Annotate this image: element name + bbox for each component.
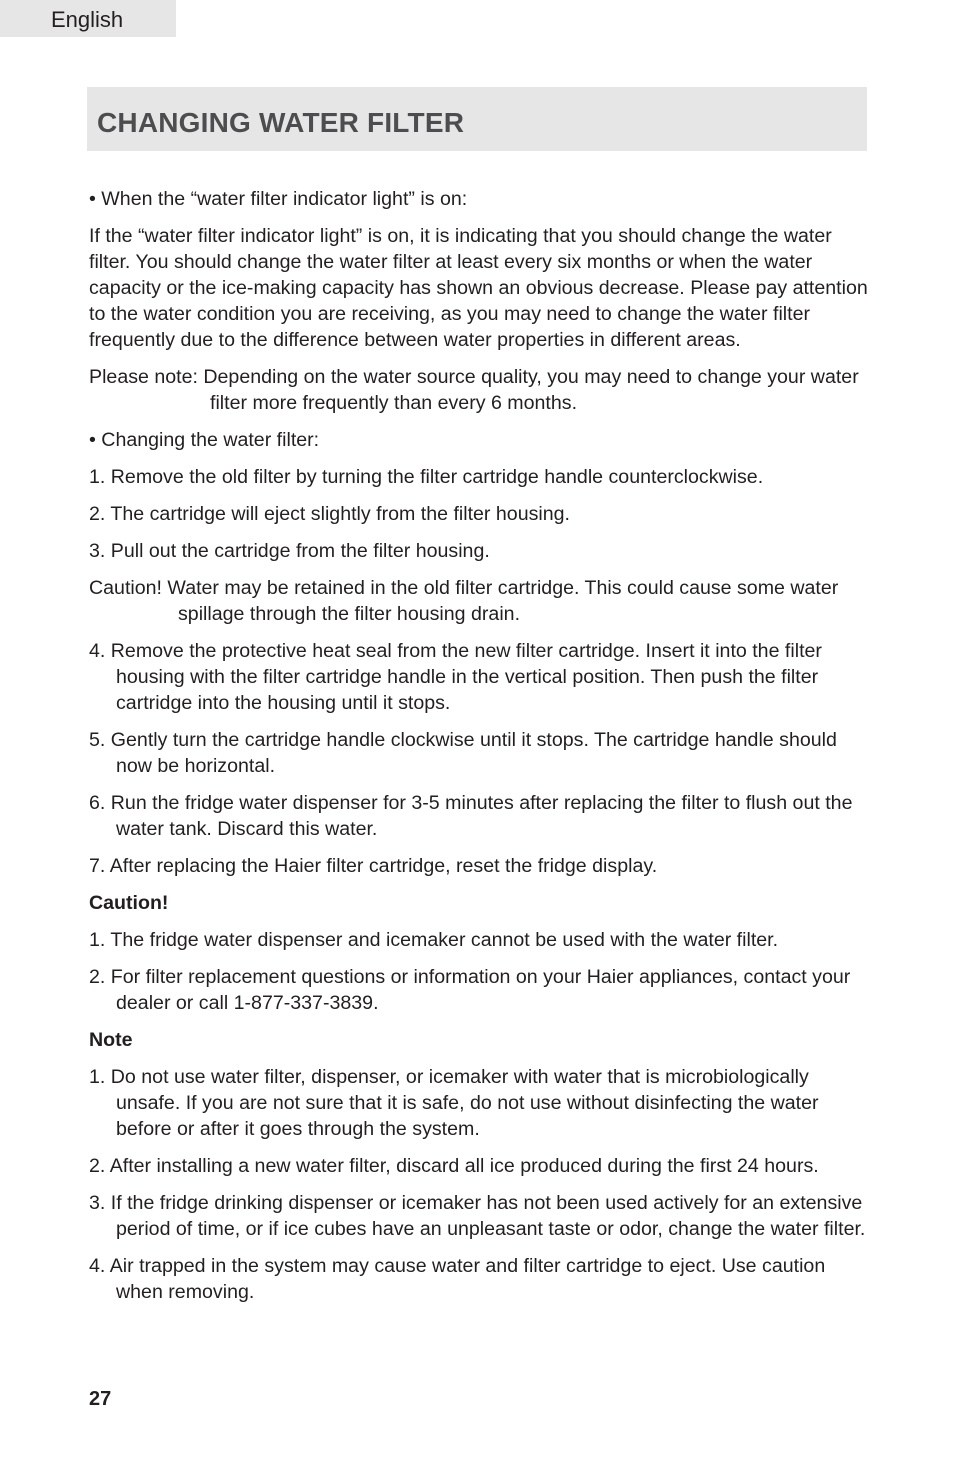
- step-3: 3. Pull out the cartridge from the filter housing.: [89, 540, 490, 562]
- step-5: 5. Gently turn the cartridge handle clockwise until it stops. The cartridge handle should now be horizontal.: [89, 729, 837, 777]
- step-4: 4. Remove the protective heat seal from the new filter cartridge. Insert it into the filter housing with the filter cartridge handle in the vertical position. Then push the filter cartridge into the housing until it stops.: [89, 640, 822, 714]
- page-title: CHANGING WATER FILTER: [97, 107, 465, 138]
- step-6: 6. Run the fridge water dispenser for 3-5 minutes after replacing the filter to flush out the water tank. Discard this water.: [89, 792, 853, 840]
- caution-heading: Caution!: [89, 892, 169, 914]
- note-item-4: 4. Air trapped in the system may cause water and filter cartridge to eject. Use caution when removing.: [89, 1255, 826, 1303]
- note-heading: Note: [89, 1029, 133, 1051]
- note-item-2: 2. After installing a new water filter, discard all ice produced during the first 24 hours.: [89, 1155, 819, 1177]
- title-bar: [87, 87, 867, 151]
- step-2: 2. The cartridge will eject slightly from the filter housing.: [89, 503, 570, 525]
- changing-filter-bullet: • Changing the water filter:: [89, 429, 320, 451]
- page-number: 27: [89, 1388, 112, 1410]
- indicator-light-bullet: • When the “water filter indicator light” is on:: [89, 188, 468, 210]
- step-1: 1. Remove the old filter by turning the filter cartridge handle counterclockwise.: [89, 466, 764, 488]
- caution-item-1: 1. The fridge water dispenser and icemaker cannot be used with the water filter.: [89, 929, 779, 951]
- language-tab: English: [0, 0, 176, 37]
- please-note: Please note: Depending on the water source quality, you may need to change your water filter more frequently than every 6 months.: [89, 366, 859, 414]
- caution-inline: Caution! Water may be retained in the old filter cartridge. This could cause some water spillage through the filter housing drain.: [89, 577, 839, 625]
- note-item-3: 3. If the fridge drinking dispenser or icemaker has not been used actively for an extensive period of time, or if ice cubes have an unpleasant taste or odor, change the water filter.: [89, 1192, 866, 1240]
- content-body: [89, 186, 869, 1316]
- indicator-light-paragraph: If the “water filter indicator light” is on, it is indicating that you should change the water filter. You should change the water filter at least every six months or when the water capacity or the ice-making capacity has shown an obvious decrease. Please pay attention to the water condition you are receiving, as you may need to change the water filter frequently due to the difference between water properties in different areas.: [89, 225, 868, 351]
- step-7: 7. After replacing the Haier filter cartridge, reset the fridge display.: [89, 855, 658, 877]
- note-item-1: 1. Do not use water filter, dispenser, or icemaker with water that is microbiologically unsafe. If you are not sure that it is safe, do not use without disinfecting the water before or after it goes through the system.: [89, 1066, 819, 1140]
- caution-item-2: 2. For filter replacement questions or information on your Haier appliances, contact your dealer or call 1-877-337-3839.: [89, 966, 851, 1014]
